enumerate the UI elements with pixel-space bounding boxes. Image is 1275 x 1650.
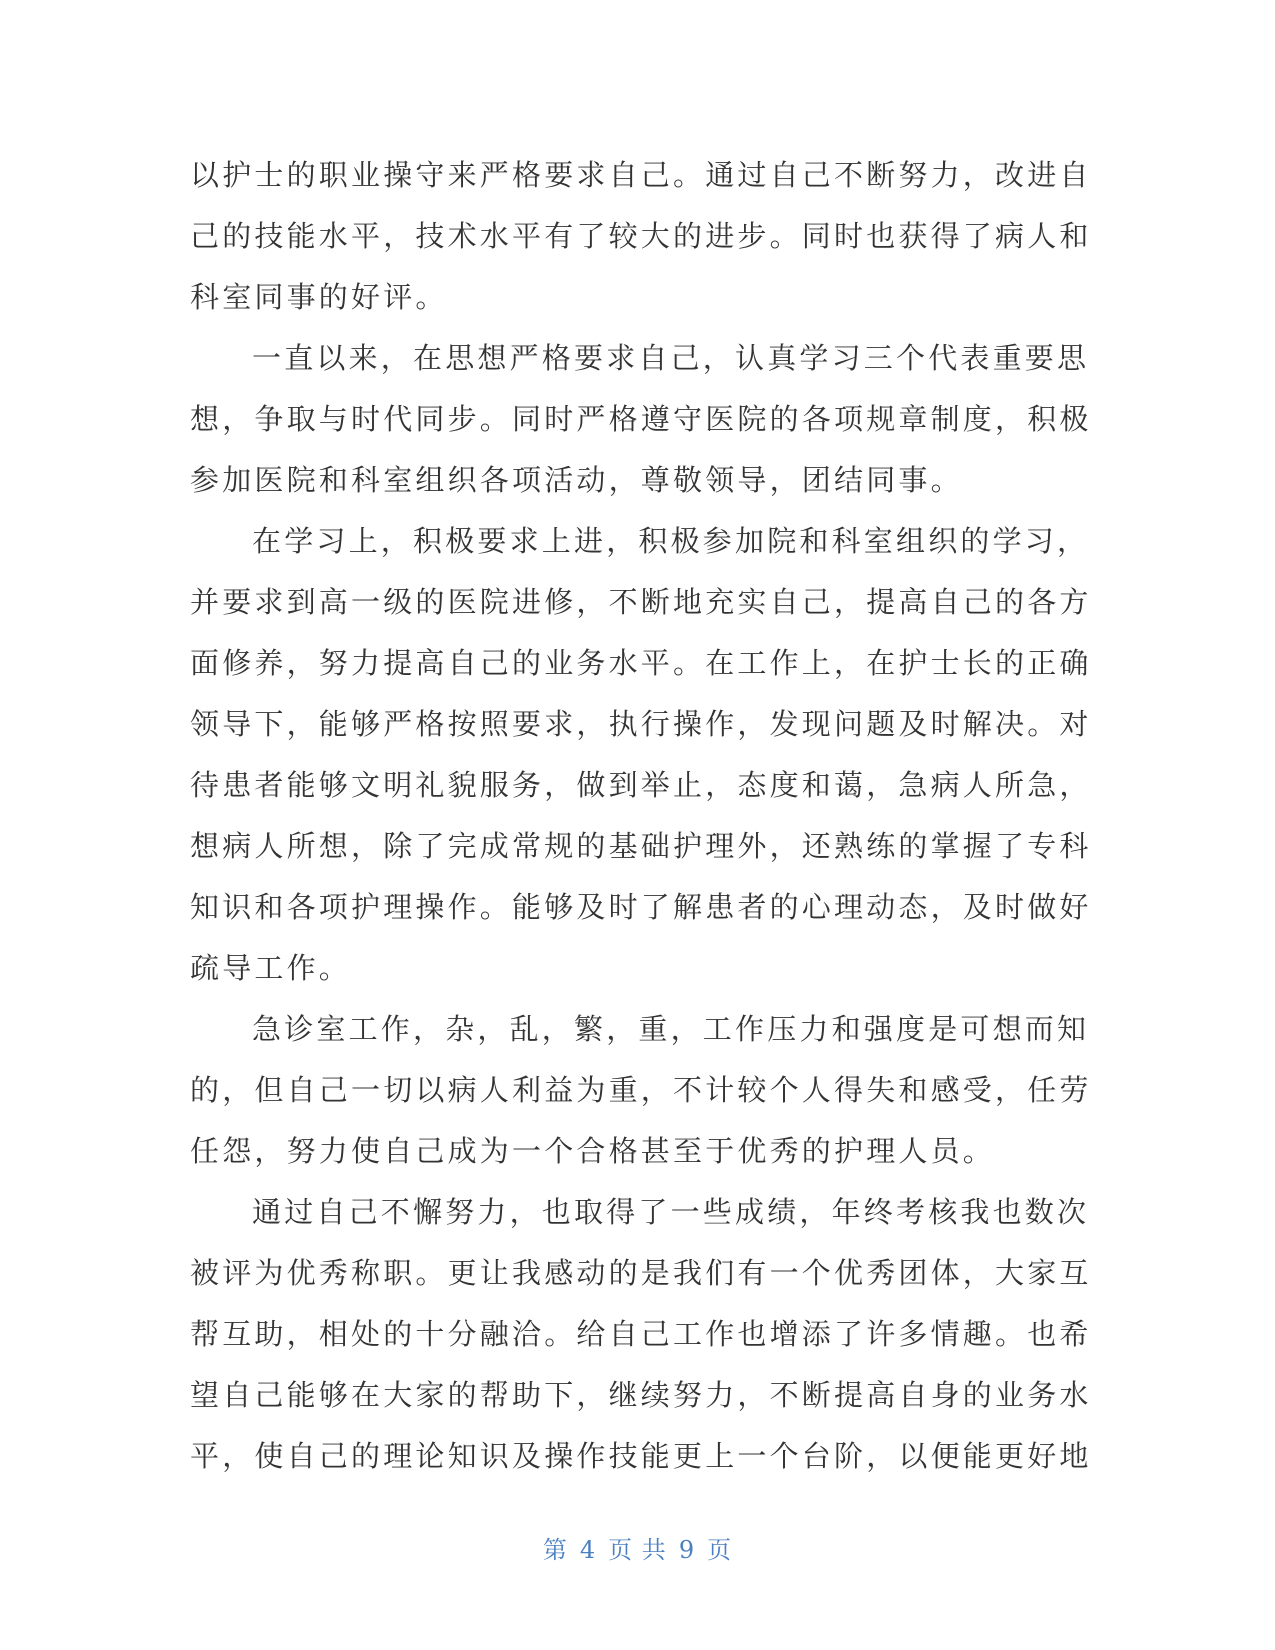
paragraph-start-line: 急诊室工作，杂，乱，繁，重，工作压力和强度是可想而知 — [252, 1012, 1090, 1046]
text-line: 任怨，努力使自己成为一个合格甚至于优秀的护理人员。 — [190, 1134, 996, 1168]
text-line: 想，争取与时代同步。同时严格遵守医院的各项规章制度，积极 — [190, 402, 1092, 436]
paragraph-start-line: 在学习上，积极要求上进，积极参加院和科室组织的学习， — [252, 524, 1090, 558]
text-line: 望自己能够在大家的帮助下，继续努力，不断提高自身的业务水 — [190, 1378, 1092, 1412]
text-line: 的，但自己一切以病人利益为重，不计较个人得失和感受，任劳 — [190, 1073, 1092, 1107]
text-line: 帮互助，相处的十分融洽。给自己工作也增添了许多情趣。也希 — [190, 1317, 1092, 1351]
text-line: 平，使自己的理论知识及操作技能更上一个台阶，以便能更好地 — [190, 1439, 1092, 1473]
document-body — [190, 145, 1092, 1487]
text-line: 疏导工作。 — [190, 951, 352, 985]
text-line: 知识和各项护理操作。能够及时了解患者的心理动态，及时做好 — [190, 890, 1092, 924]
paragraph-start-line: 一直以来，在思想严格要求自己，认真学习三个代表重要思 — [252, 341, 1090, 375]
text-line: 面修养，努力提高自己的业务水平。在工作上，在护士长的正确 — [190, 646, 1092, 680]
text-line: 以护士的职业操守来严格要求自己。通过自己不断努力，改进自 — [190, 158, 1092, 192]
text-line: 己的技能水平，技术水平有了较大的进步。同时也获得了病人和 — [190, 219, 1092, 253]
current-page-number: 4 — [579, 1536, 597, 1564]
page-footer — [0, 1530, 1275, 1565]
text-line: 并要求到高一级的医院进修，不断地充实自己，提高自己的各方 — [190, 585, 1092, 619]
text-line: 被评为优秀称职。更让我感动的是我们有一个优秀团体，大家互 — [190, 1256, 1092, 1290]
footer-middle: 页 共 — [608, 1536, 667, 1564]
text-line: 参加医院和科室组织各项活动，尊敬领导，团结同事。 — [190, 463, 963, 497]
footer-prefix: 第 — [542, 1536, 568, 1564]
total-page-count: 9 — [678, 1536, 696, 1564]
text-line: 想病人所想，除了完成常规的基础护理外，还熟练的掌握了专科 — [190, 829, 1092, 863]
text-line: 待患者能够文明礼貌服务，做到举止，态度和蔼，急病人所急， — [190, 768, 1092, 802]
text-line: 科室同事的好评。 — [190, 280, 448, 314]
text-line: 领导下，能够严格按照要求，执行操作，发现问题及时解决。对 — [190, 707, 1092, 741]
footer-suffix: 页 — [707, 1536, 733, 1564]
paragraph-start-line: 通过自己不懈努力，也取得了一些成绩，年终考核我也数次 — [252, 1195, 1090, 1229]
